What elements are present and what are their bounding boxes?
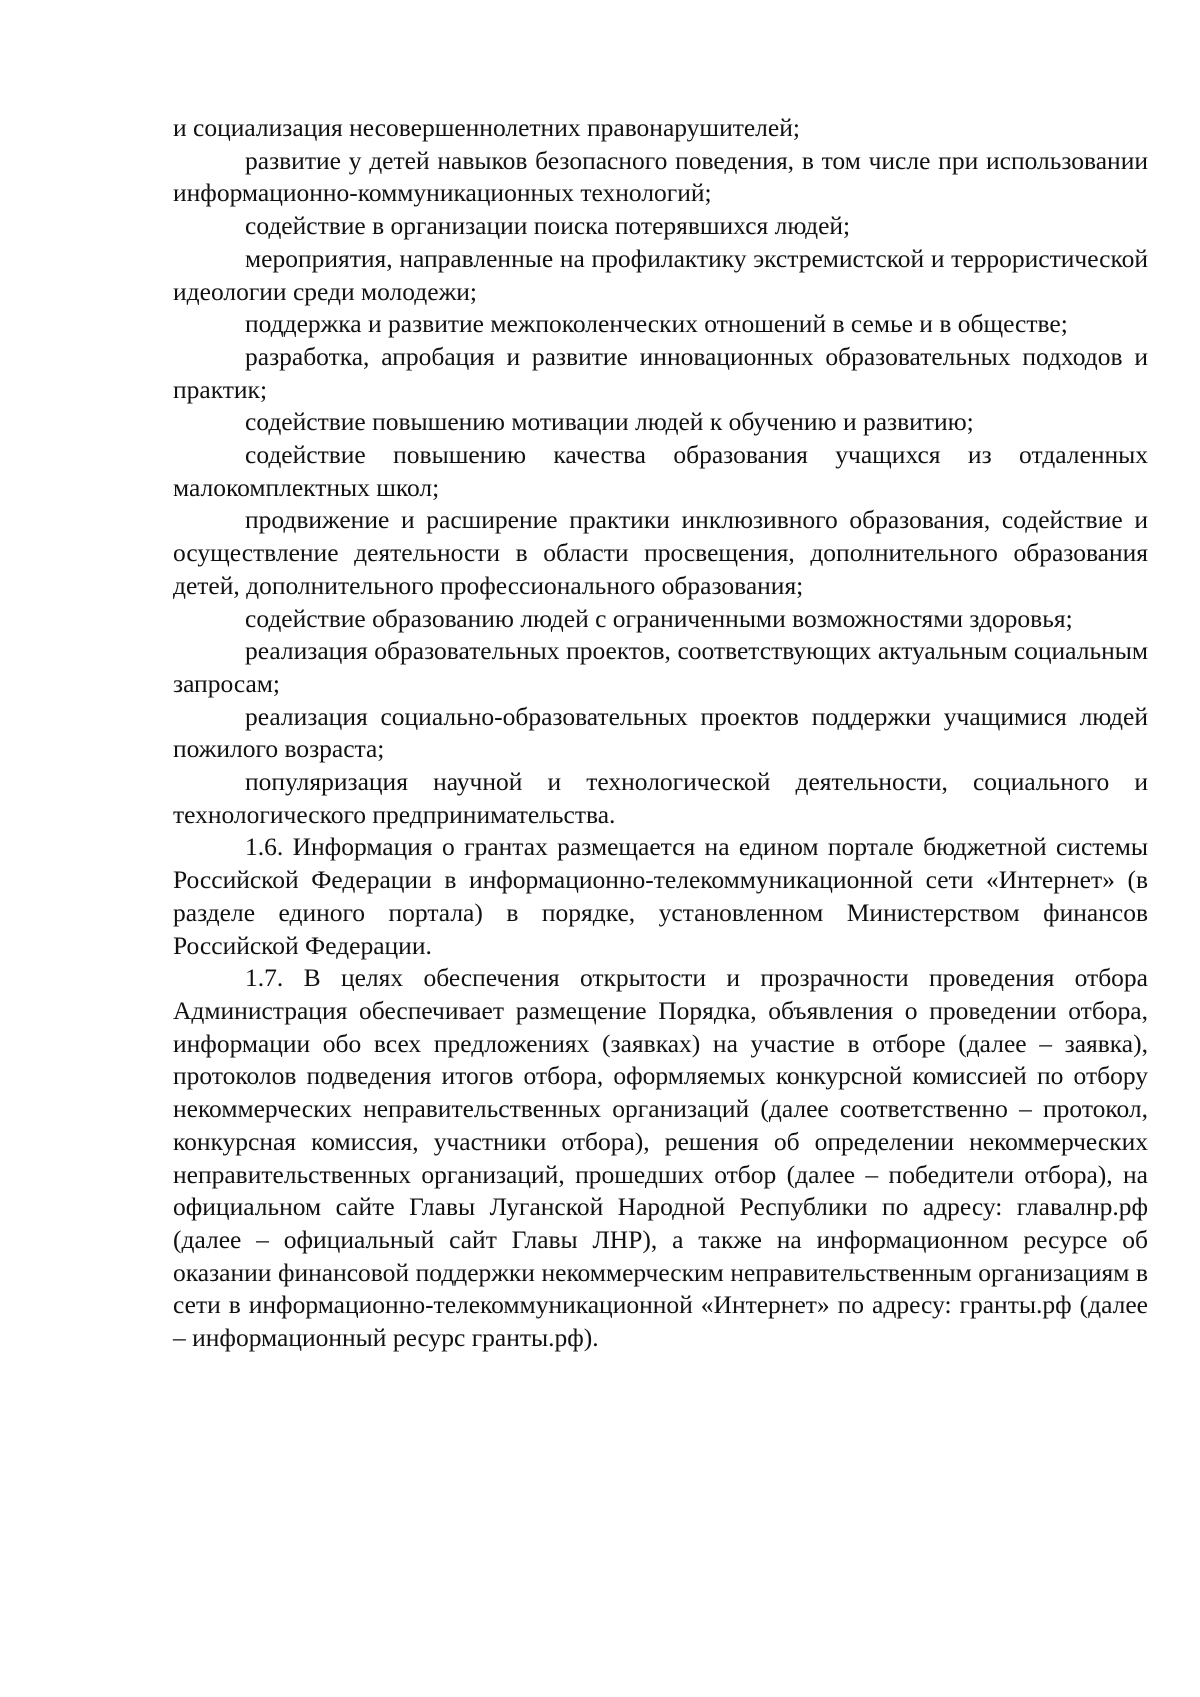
paragraph-remote-schools: содействие повышению качества образования учащихся из отдаленных малокомплектных школ;: [173, 440, 1148, 502]
paragraph-section-1-7: 1.7. В целях обеспечения открытости и прозрачности проведения отбора Администрация обеспечивает размещение Порядка, объявления о проведении отбора, информации обо всех предложениях (заявках) на участие в отборе (далее – заявка), протоколов подведения итогов отбора, оформляемых конкурсной комиссией по отбору некоммерческих неправительственных организаций (далее соответственно – протокол, конкурсная комиссия, участники отбора), решения об определении некоммерческих неправительственных организаций, прошедших отбор (далее – победители отбора), на официальном сайте Главы Луганской Народной Республики по адресу: главалнр.рф (далее – официальный сайт Главы ЛНР), а также на информационном ресурсе об оказании финансовой поддержки некоммерческим неправительственным организациям в сети в информационно-телекоммуникационной «Интернет» по адресу: гранты.рф (далее – информационный ресурс гранты.рф).: [173, 963, 1148, 1353]
paragraph-science-popularization: популяризация научной и технологической деятельности, социального и технологического предпринимательства.: [173, 767, 1148, 829]
paragraph-extremism-prevention: мероприятия, направленные на профилактику экстремистской и террористической идеологии среди молодежи;: [173, 243, 1148, 306]
paragraph-innovative-education: разработка, апробация и развитие инновационных образовательных подходов и практик;: [173, 341, 1148, 404]
paragraph-inclusive-education: продвижение и расширение практики инклюзивного образования, содействие и осуществление деятельности в области просвещения, дополнительного образования детей, дополнительного профессионального образования;: [173, 505, 1148, 600]
paragraph-learning-motivation: содействие повышению мотивации людей к обучению и развитию;: [245, 407, 974, 437]
paragraph-disabilities-education: содействие образованию людей с ограниченными возможностями здоровья;: [245, 603, 1073, 633]
document-body: [173, 112, 1148, 1355]
paragraph-missing-people-search: содействие в организации поиска потерявшихся людей;: [245, 211, 851, 241]
paragraph-continuation: и социализация несовершеннолетних правонарушителей;: [173, 113, 800, 142]
paragraph-intergenerational-relations: поддержка и развитие межпоколенческих отношений в семье и в обществе;: [245, 309, 1068, 339]
paragraph-elderly-support: реализация социально-образовательных проектов поддержки учащимися людей пожилого возраста;: [173, 701, 1148, 764]
paragraph-section-1-6: 1.6. Информация о грантах размещается на едином портале бюджетной системы Российской Федерации в информационно-телекоммуникационной сети «Интернет» (в разделе единого портала) в порядке, установленном Министерством финансов Российской Федерации.: [173, 832, 1148, 960]
paragraph-safe-behavior: развитие у детей навыков безопасного поведения, в том числе при использовании информационно-коммуникационных технологий;: [173, 145, 1148, 208]
paragraph-educational-projects: реализация образовательных проектов, соответствующих актуальным социальным запросам;: [173, 636, 1148, 698]
